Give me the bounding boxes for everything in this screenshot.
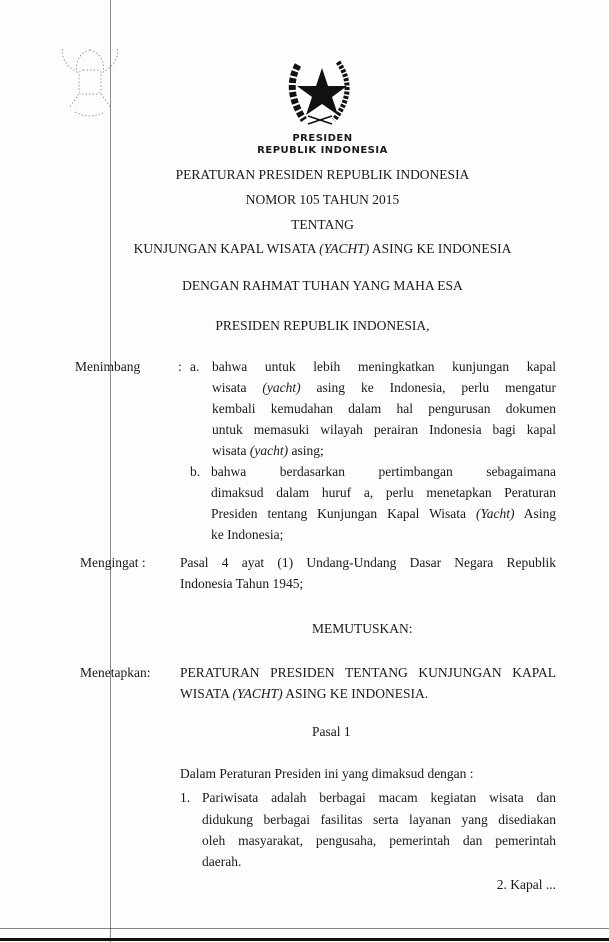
pasal-intro: Dalam Peraturan Presiden ini yang dimaksud dengan : [180,766,474,781]
item-a-marker: a. [190,359,200,374]
mengingat-label: Mengingat : [80,555,146,570]
item-b-line: dimaksud dalam huruf a, perlu menetapkan Peraturan [211,485,556,500]
header-line-2: REPUBLIK INDONESIA [257,145,388,156]
item-1-line: oleh masyarakat, pengusaha, pemerintah dan pemerintah [202,833,556,848]
text: wisata [212,443,250,458]
memutuskan-heading: MEMUTUSKAN: [312,621,413,636]
text-italic: (yacht) [262,380,301,395]
text: asing ke Indonesia, perlu mengatur [316,380,556,395]
item-1-line: didukung berbagai fasilitas serta layanan yang disediakan [202,812,556,827]
pasal-heading: Pasal 1 [312,724,351,739]
text: Presiden tentang Kunjungan Kapal Wisata [211,506,476,521]
subject-part: ASING KE INDONESIA [369,241,512,256]
president-heading: PRESIDEN REPUBLIK INDONESIA, [215,318,430,333]
preamble: DENGAN RAHMAT TUHAN YANG MAHA ESA [182,278,463,293]
menetapkan-label: Menetapkan: [80,665,151,680]
regulation-number: NOMOR 105 TAHUN 2015 [245,192,400,207]
scan-edge [0,938,609,941]
presidential-star-emblem-icon [282,50,358,130]
item-a-line: kembali kemudahan dalam hal pengurusan dokumen [212,401,556,416]
text: asing; [288,443,324,458]
item-b-marker: b. [190,464,201,479]
next-page-indicator: 2. Kapal ... [496,877,556,892]
item-a-line [212,443,324,459]
text-italic: (YACHT) [232,686,283,701]
garuda-stamp-icon [55,42,125,120]
item-a-line: untuk memasuki wilayah perairan Indonesia bagi kapal [212,422,556,437]
text: Asing [514,506,556,521]
item-a-line [212,380,556,396]
text: ASING KE INDONESIA. [282,686,429,701]
item-b-line: bahwa berdasarkan pertimbangan sebagaimana [211,464,556,479]
menimbang-colon: : [178,359,182,374]
tentang-label: TENTANG [291,217,354,232]
text-italic: (Yacht) [476,506,515,521]
page-bottom-line [0,928,609,929]
subject-italic: (YACHT) [319,241,370,256]
menetapkan-line [180,686,428,702]
item-1-marker: 1. [180,790,191,805]
item-1-line: Pariwisata adalah berbagai macam kegiatan wisata dan [202,790,556,805]
mengingat-line: Pasal 4 ayat (1) Undang-Undang Dasar Negara Republik [180,555,556,570]
text: wisata [212,380,247,395]
regulation-title: PERATURAN PRESIDEN REPUBLIK INDONESIA [175,167,470,182]
subject-part: KUNJUNGAN KAPAL WISATA [133,241,320,256]
header-line-1: PRESIDEN [292,133,353,144]
item-b-line [211,506,556,522]
menetapkan-line: PERATURAN PRESIDEN TENTANG KUNJUNGAN KAPAL [180,665,556,680]
mengingat-line: Indonesia Tahun 1945; [180,576,304,591]
item-1-line: daerah. [202,854,242,869]
item-a-line: bahwa untuk lebih meningkatkan kunjungan kapal [212,359,556,374]
regulation-subject [0,241,609,257]
text-italic: (yacht) [249,443,289,458]
menimbang-label: Menimbang [75,359,141,374]
text: WISATA [180,686,233,701]
item-b-line: ke Indonesia; [211,527,284,542]
